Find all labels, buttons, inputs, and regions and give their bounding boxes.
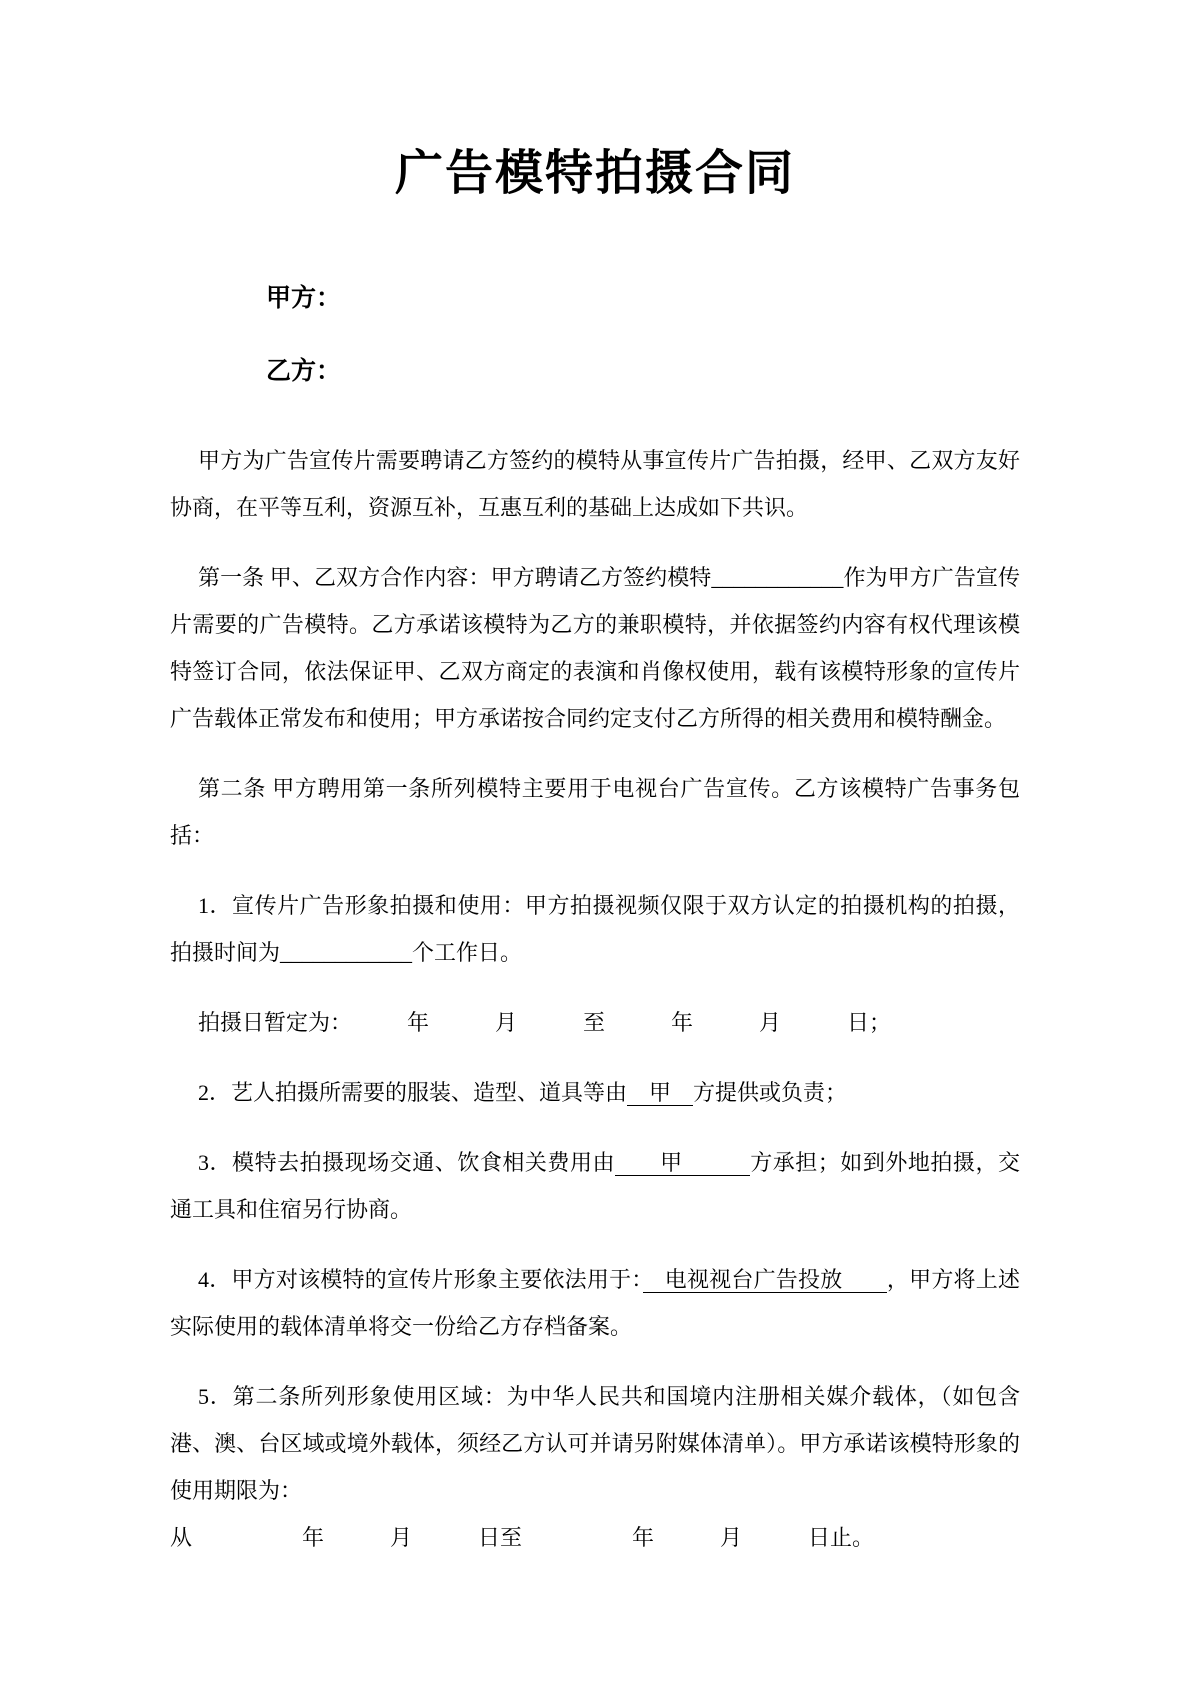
clause-2-item-4 xyxy=(170,1256,1020,1350)
text-run: 第二条 甲方聘用第一条所列模特主要用于电视台广告宣传。乙方该模特广告事务包括： xyxy=(170,775,1020,848)
text-run: 从 年 月 日至 年 月 日止。 xyxy=(170,1524,875,1550)
filled-blank: 甲 xyxy=(615,1149,751,1175)
text-run: 1．宣传片广告形象拍摄和使用：甲方拍摄视频仅限于双方认定的拍摄机构的拍摄，拍摄时间为____________个工作日。 xyxy=(170,892,1020,965)
text-run: 5．第二条所列形象使用区域：为中华人民共和国境内注册相关媒介载体，（如包含港、澳、台区域或境外载体，须经乙方认可并请另附媒体清单）。甲方承诺该模特形象的使用期限为： xyxy=(170,1383,1020,1503)
filled-blank: 电视视台广告投放 xyxy=(642,1266,887,1292)
clause-2-item-3 xyxy=(170,1139,1020,1233)
filled-blank: 甲 xyxy=(627,1079,694,1105)
text-run: 拍摄日暂定为： 年 月 至 年 月 日； xyxy=(198,1009,892,1035)
text-run: 第一条 甲、乙双方合作内容：甲方聘请乙方签约模特____________作为甲方广告宣传片需要的广告模特。乙方承诺该模特为乙方的兼职模特，并依据签约内容有权代理该模特签订合同，依法保证甲、乙双方商定的表演和肖像权使用，载有该模特形象的宣传片广告载体正常发布和使用；甲方承诺按合同约定支付乙方所得的相关费用和模特酬金。 xyxy=(170,564,1020,731)
usage-period-date-line xyxy=(170,1514,1020,1561)
text-run: ，甲方将上述实际使用的载体清单将交一份给乙方存档备案。 xyxy=(170,1266,1020,1339)
shooting-date-line xyxy=(170,999,1020,1046)
clause-2-item-2 xyxy=(170,1069,1020,1116)
text-run: 3．模特去拍摄现场交通、饮食相关费用由 xyxy=(198,1149,616,1175)
clause-2-item-5 xyxy=(170,1373,1020,1514)
party-b-label: 乙方： xyxy=(266,357,342,385)
clause-2-item-1 xyxy=(170,882,1020,976)
contract-body xyxy=(170,437,1020,1561)
text-run: 方承担；如到外地拍摄，交通工具和住宿另行协商。 xyxy=(170,1149,1020,1222)
clause-1-paragraph xyxy=(170,554,1020,742)
text-run: 2．艺人拍摄所需要的服装、造型、道具等由 xyxy=(198,1079,628,1105)
text-run: 4．甲方对该模特的宣传片形象主要依法用于： xyxy=(198,1266,643,1292)
text-run: 甲方为广告宣传片需要聘请乙方签约的模特从事宣传片广告拍摄，经甲、乙双方友好协商，在平等互利，资源互补，互惠互利的基础上达成如下共识。 xyxy=(170,447,1020,520)
party-a-label: 甲方： xyxy=(266,284,342,312)
document-title: 广告模特拍摄合同 xyxy=(394,147,795,200)
text-run: 方提供或负责； xyxy=(693,1079,848,1105)
intro-paragraph xyxy=(170,437,1020,531)
clause-2-paragraph xyxy=(170,765,1020,859)
